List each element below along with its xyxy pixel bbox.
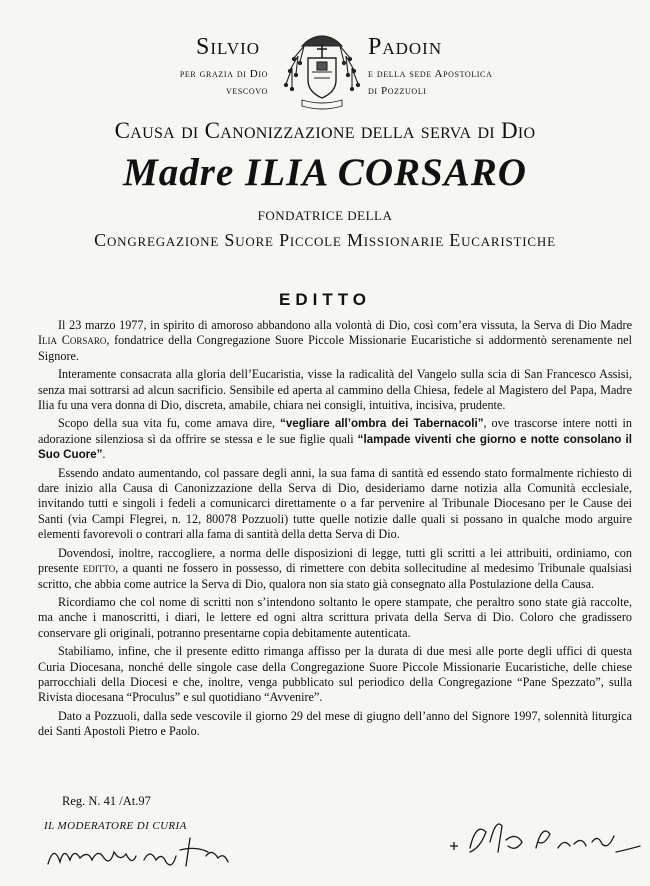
letterhead-right-subtitle [368,66,548,100]
edict-body [38,318,632,740]
paragraph-2: Interamente consacrata alla gloria dell’Eucaristia, visse la radicalità del Vangelo sulla scia di San Francesco Assisi, senza mai sottrarsi ad alcun sacrificio. Sensibile ed aperta al cammino della Chiesa, fedele al Magistero del Papa, Madre Ilia fu una vera donna di Dio, discreta, amabile, chiara nei consigli, intuitiva, incisiva, prudente. [38,367,632,413]
paragraph-3-text-c: . [102,447,106,462]
episcopal-coat-of-arms-icon [280,28,364,112]
moderator-signature-icon [40,826,270,876]
registry-number: Reg. N. 41 /At.97 [62,794,151,808]
paragraph-6: Ricordiamo che col nome di scritti non s’intendono soltanto le opere stampate, che peraltro sono state già raccolte, ma anche i manoscritti, i diari, le lettere ed ogni altra scrittura privata della Serva di Dio. Coloro che gradissero conservare gli originali, potranno presentarne copia debitamente autenticata. [38,594,632,640]
curia-moderator-label: IL MODERATORE DI CURIA [44,820,187,832]
congregation-name: Congregazione Suore Piccole Missionarie Eucaristiche [94,230,556,250]
paragraph-3-text-b: , ove trascorse intere notti in adorazione silenziosa sì da offrire se stessa e le sue figlie quali [38,416,633,446]
paragraph-7: Stabiliamo, infine, che il presente editto rimanga affisso per la durata di due mesi alle porte degli uffici di questa Curia Diocesana, nonché delle singole case della Congregazione Suore Piccole Missionarie Eucaristiche, delle chiese parrocchiali della Diocesi e che, inoltre, venga pubblicato sul periodico della Congregazione “Pane Spezzato”, sulla Rivista diocesana “Proculus” e sul quotidiano “Avvenire”. [38,644,632,705]
paragraph-5-editto: editto [82,561,116,576]
bishop-last-name: Padoin [368,34,443,60]
paragraph-1-name: Ilia Corsaro [38,333,107,348]
founder-label: FONDATRICE DELLA [257,208,393,223]
bishop-first-name: Silvio [196,34,261,60]
edict-heading: EDITTO [278,290,372,309]
paragraph-3-text-a: Scopo della sua vita fu, come amava dire, [58,416,281,431]
paragraph-1 [38,318,632,364]
bishop-signature-icon [446,812,642,864]
paragraph-3-quote-2: “lampade viventi che giorno e notte consolano il Suo Cuore” [38,432,632,462]
paragraph-8: Dato a Pozzuoli, dalla sede vescovile il giorno 29 del mese di giugno dell’anno del Signore 1997, solennità liturgica dei Santi Apostoli Pietro e Paolo. [38,708,632,739]
letterhead [0,28,650,108]
paragraph-1-text-b: , fondatrice della Congregazione Suore Piccole Missionarie Eucaristiche si addormentò serenamente nel Signore. [38,333,632,363]
paragraph-3-quote-1: “vegliare all’ombra dei Tabernacoli” [280,417,484,431]
paragraph-5-text-b: , a quanti ne fossero in possesso, di rimettere con debita sollecitudine al medesimo Tribunale qualsiasi scritto, che abbia come autrice la Serva di Dio, qualora non sia stato già consegnato alla Postulazione della Causa. [38,561,632,591]
letterhead-right-line-2: di Pozzuoli [368,85,427,97]
cause-heading: Causa di Canonizzazione della serva di Dio [114,118,536,143]
letterhead-left-line-1: per grazia di Dio [179,68,268,80]
paragraph-3 [38,416,632,462]
paragraph-4: Essendo andato aumentando, col passare degli anni, la sua fama di santità ed essendo stato formalmente richiesto di dare inizio alla Causa di Canonizzazione della Serva di Dio, desideriamo darne notizia alla Comunità ecclesiale, invitando tutti e singoli i fedeli a comunicarci direttamente o a far pervenire al Tribunale Diocesano per le Cause dei Santi (via Campi Flegrei, n. 12, 80078 Pozzuoli) tutte quelle notizie dalle quali si possano in qualche modo arguire elementi favorevoli o contrari alla fama di santità della detta Serva di Dio. [38,465,632,542]
letterhead-left-subtitle [143,66,268,100]
letterhead-left-line-2: vescovo [226,85,268,97]
servant-name-title: Madre ILIA CORSARO [123,151,527,194]
paragraph-1-text-a: Il 23 marzo 1977, in spirito di amoroso abbandono alla volontà di Dio, così com’era vissuta, la Serva di Dio Madre [58,318,632,332]
letterhead-right-line-1: e della sede Apostolica [368,68,493,80]
paragraph-5 [38,546,632,592]
paragraph-5-text-a: Dovendosi, inoltre, raccogliere, a norma delle disposizioni di legge, tutti gli scritti a lei attribuiti, ordiniamo, con presente [38,545,632,576]
